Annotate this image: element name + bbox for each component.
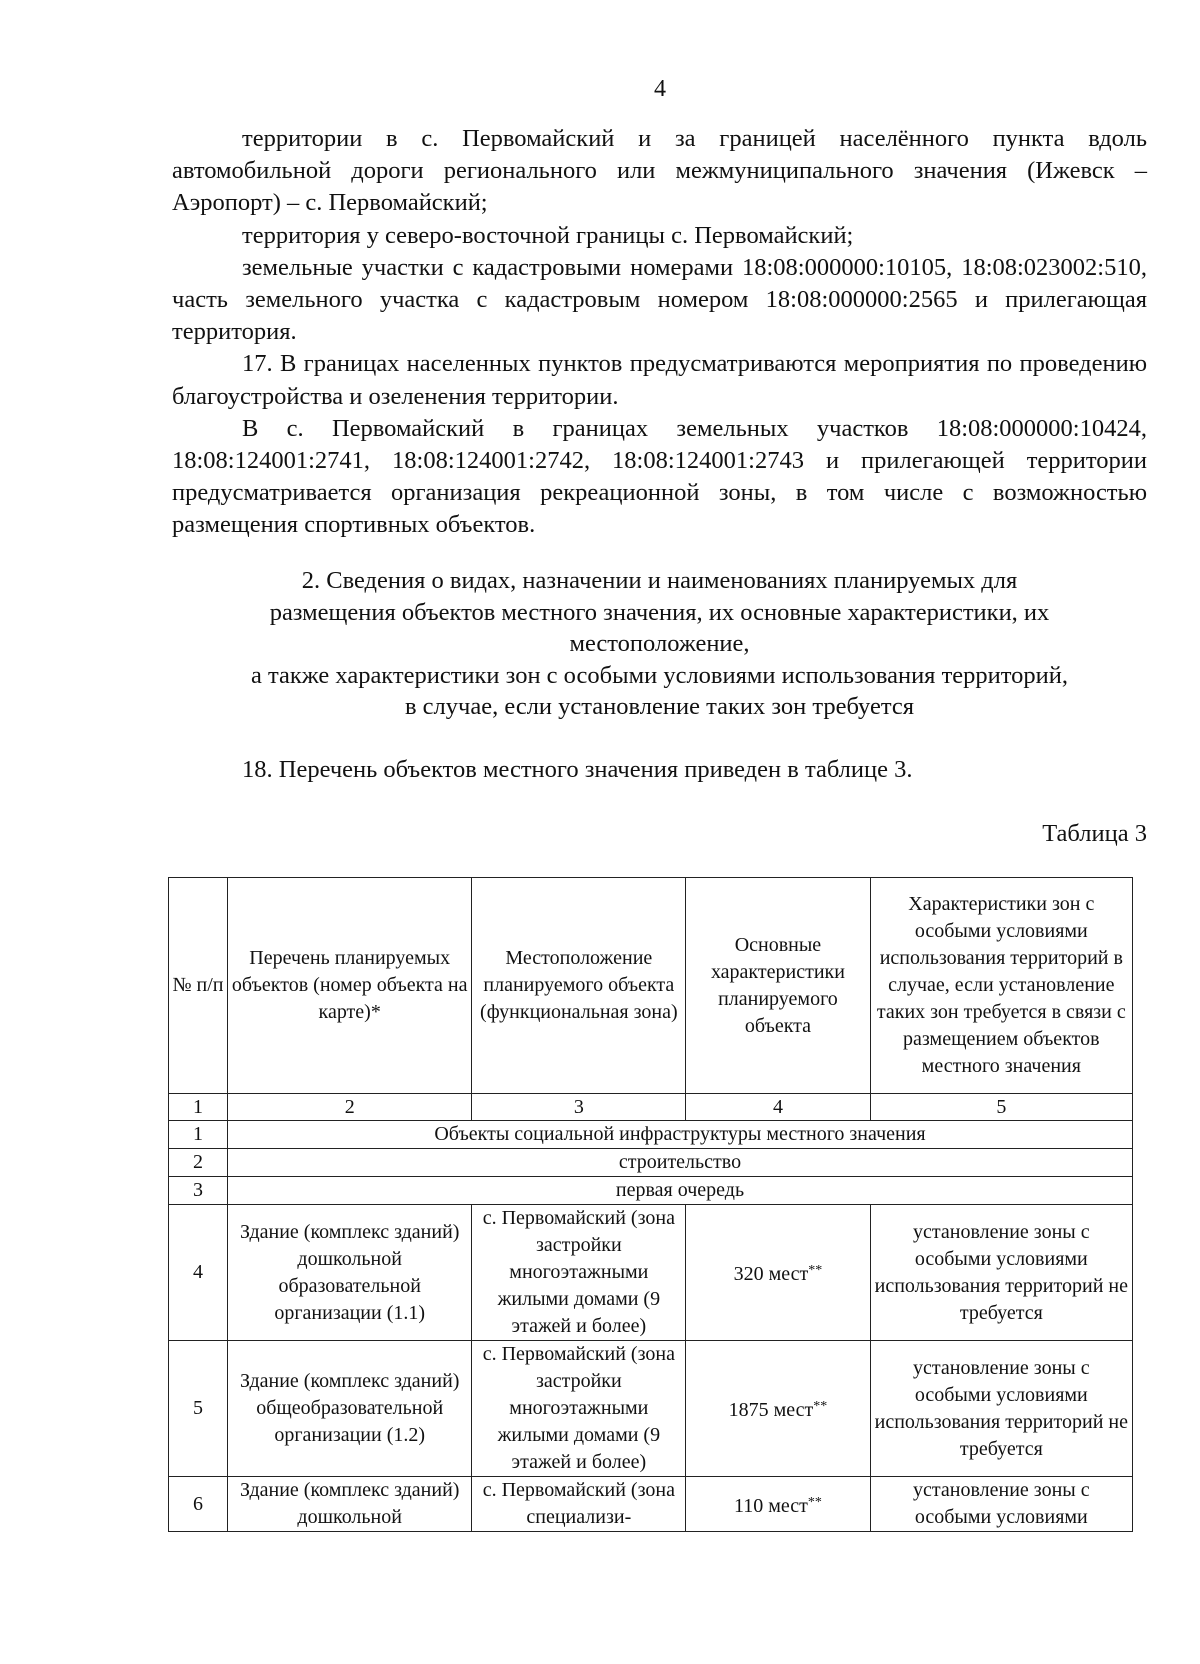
- object-name: Здание (комплекс зданий) дошкольной: [227, 1477, 471, 1532]
- table-row: [169, 1177, 1133, 1205]
- object-location: с. Первомайский (зона специализи-: [472, 1477, 686, 1532]
- page-number: 4: [654, 76, 666, 102]
- header-zones: Характеристики зон с особыми условиями использования территорий в случае, если установление таких зон требуется в связи с размещением объектов местного значения: [870, 878, 1132, 1094]
- paragraph: территории в с. Первомайский и за границей населённого пункта вдоль автомобильной дороги регионального или межмуниципального значения (Ижевск – Аэропорт) – с. Первомайский;: [172, 125, 1147, 217]
- footnote-mark: **: [813, 1399, 828, 1414]
- group-heading: первая очередь: [227, 1177, 1132, 1205]
- object-characteristics: [686, 1477, 870, 1532]
- capacity-value: 1875 мест: [728, 1399, 814, 1421]
- header-objects: Перечень планируемых объектов (номер объекта на карте)*: [227, 878, 471, 1094]
- row-number: 3: [169, 1177, 228, 1205]
- zone-characteristics: установление зоны с особыми условиями использования территорий не требуется: [870, 1341, 1132, 1477]
- header-location: Местоположение планируемого объекта (функциональная зона): [472, 878, 686, 1094]
- column-number: 1: [169, 1094, 228, 1121]
- paragraph-18: 18. Перечень объектов местного значения приведен в таблице 3.: [242, 756, 913, 783]
- paragraph: В с. Первомайский в границах земельных участков 18:08:000000:10424, 18:08:124001:2741, 18:08:124001:2742, 18:08:124001:2743 и прилегающей территории предусматривается организация рекреационной зоны, в том числе с возможностью размещения спортивных объектов.: [172, 414, 1147, 539]
- column-number: 5: [870, 1094, 1132, 1121]
- table-row: [169, 1121, 1133, 1149]
- column-number: 2: [227, 1094, 471, 1121]
- paragraph: территория у северо-восточной границы с. Первомайский;: [242, 221, 854, 249]
- body-text: [172, 123, 1147, 542]
- row-number: 4: [169, 1205, 228, 1341]
- object-name: Здание (комплекс зданий) общеобразовательной организации (1.2): [227, 1341, 471, 1477]
- section-heading-line: 2. Сведения о видах, назначении и наименованиях планируемых для: [301, 567, 1018, 594]
- objects-table: [168, 877, 1133, 1532]
- table-row: [169, 1149, 1133, 1177]
- row-number: 6: [169, 1477, 228, 1532]
- row-number: 1: [169, 1121, 228, 1149]
- footnote-mark: **: [808, 1263, 823, 1278]
- zone-characteristics: установление зоны с особыми условиями: [870, 1477, 1132, 1532]
- column-number: 3: [472, 1094, 686, 1121]
- row-number: 5: [169, 1341, 228, 1477]
- paragraph: 17. В границах населенных пунктов предусматриваются мероприятия по проведению благоустройства и озеленения территории.: [172, 350, 1147, 410]
- row-number: 2: [169, 1149, 228, 1177]
- section-heading-line: в случае, если установление таких зон требуется: [404, 693, 915, 720]
- section-heading-line: размещения объектов местного значения, их основные характеристики, их: [269, 598, 1050, 626]
- zone-characteristics: установление зоны с особыми условиями использования территорий не требуется: [870, 1205, 1132, 1341]
- section-heading-line: местоположение,: [569, 630, 750, 657]
- column-number: 4: [686, 1094, 870, 1121]
- table-row: [169, 1341, 1133, 1477]
- header-characteristics: Основные характеристики планируемого объекта: [686, 878, 870, 1094]
- header-num: № п/п: [169, 878, 228, 1094]
- object-location: с. Первомайский (зона застройки многоэтажными жилыми домами (9 этажей и более): [472, 1205, 686, 1341]
- object-characteristics: [686, 1205, 870, 1341]
- capacity-value: 110 мест: [733, 1494, 808, 1517]
- table-header-row: [169, 878, 1133, 1094]
- paragraph: земельные участки с кадастровыми номерами 18:08:000000:10105, 18:08:023002:510, часть земельного участка с кадастровым номером 18:08:000000:2565 и прилегающая территория.: [172, 253, 1147, 346]
- table-row: [169, 1477, 1133, 1532]
- object-characteristics: [686, 1341, 870, 1477]
- group-heading: Объекты социальной инфраструктуры местного значения: [227, 1121, 1132, 1149]
- group-heading: строительство: [227, 1149, 1132, 1177]
- capacity-value: 320 мест: [733, 1263, 809, 1285]
- section-heading: [172, 565, 1147, 723]
- object-location: с. Первомайский (зона застройки многоэтажными жилыми домами (9 этажей и более): [472, 1341, 686, 1477]
- section-heading-line: а также характеристики зон с особыми условиями использования территорий,: [251, 661, 1068, 689]
- table-caption: Таблица 3: [1042, 820, 1147, 847]
- object-name: Здание (комплекс зданий) дошкольной образовательной организации (1.1): [227, 1205, 471, 1341]
- column-number-row: [169, 1094, 1133, 1121]
- table-row: [169, 1205, 1133, 1341]
- footnote-mark: **: [807, 1494, 822, 1510]
